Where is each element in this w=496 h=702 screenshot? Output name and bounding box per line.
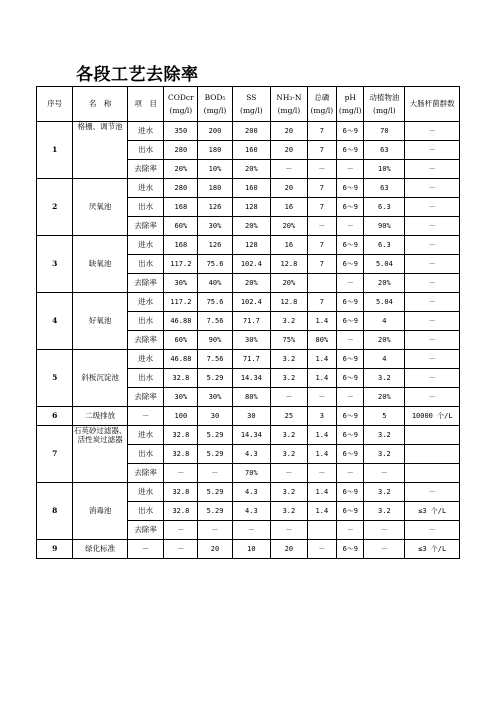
table-cell: 20% (232, 274, 271, 293)
row-item: 去除率 (127, 464, 163, 483)
table-cell: 3.2 (271, 426, 307, 445)
header-seq: 序号 (37, 87, 73, 122)
table-cell: 20% (232, 160, 271, 179)
table-cell: 7 (307, 179, 337, 198)
table-cell: － (405, 217, 460, 236)
table-cell: － (337, 160, 364, 179)
table-cell: 200 (232, 122, 271, 141)
table-cell: － (337, 274, 364, 293)
table-cell: 30% (198, 388, 232, 407)
table-row (37, 483, 460, 502)
table-cell: 1.4 (307, 369, 337, 388)
table-cell: 46.88 (164, 350, 198, 369)
table-cell: 1.4 (307, 445, 337, 464)
row-seq: 5 (37, 350, 73, 407)
table-cell: － (405, 388, 460, 407)
table-cell: 128 (232, 198, 271, 217)
table-cell: 5.29 (198, 369, 232, 388)
table-cell: － (337, 217, 364, 236)
table-cell: 117.2 (164, 293, 198, 312)
table-cell: 6～9 (337, 350, 364, 369)
row-item: 去除率 (127, 331, 163, 350)
table-cell: 32.8 (164, 502, 198, 521)
table-cell: 160 (232, 179, 271, 198)
table-cell: 80% (307, 331, 337, 350)
table-cell: 16 (271, 198, 307, 217)
table-cell: 46.88 (164, 312, 198, 331)
table-cell: 3 (307, 407, 337, 426)
table-cell: 6～9 (337, 312, 364, 331)
row-seq: 1 (37, 122, 73, 179)
table-cell (307, 521, 337, 540)
table-cell: － (307, 217, 337, 236)
table-cell: 1.4 (307, 350, 337, 369)
table-cell: 70% (232, 464, 271, 483)
table-cell: 20 (271, 179, 307, 198)
table-cell: 10% (198, 160, 232, 179)
table-cell (405, 464, 460, 483)
table-cell: － (307, 388, 337, 407)
row-process-name: 斜板沉淀池 (73, 350, 128, 407)
row-process-name: 绿化标准 (73, 540, 128, 559)
row-seq: 4 (37, 293, 73, 350)
table-cell: 14.34 (232, 426, 271, 445)
table-cell: － (405, 141, 460, 160)
table-cell: － (405, 255, 460, 274)
table-cell: 6～9 (337, 122, 364, 141)
table-cell: － (405, 350, 460, 369)
table-cell: 1.4 (307, 502, 337, 521)
table-cell: 5.04 (364, 255, 405, 274)
table-cell: 180 (198, 179, 232, 198)
row-item: 进水 (127, 350, 163, 369)
row-seq: 9 (37, 540, 73, 559)
table-cell: － (164, 464, 198, 483)
table-row (37, 407, 460, 426)
table-cell: 4.3 (232, 445, 271, 464)
table-cell: 16 (271, 236, 307, 255)
table-cell: 20% (271, 217, 307, 236)
table-cell: 3.2 (271, 369, 307, 388)
table-cell: ≤3 个/L (405, 540, 460, 559)
table-cell: － (405, 483, 460, 502)
table-cell: － (232, 521, 271, 540)
table-cell: 25 (271, 407, 307, 426)
table-cell (307, 274, 337, 293)
table-cell: 5.29 (198, 502, 232, 521)
table-row (37, 122, 460, 141)
table-cell: － (405, 236, 460, 255)
table-cell: － (405, 312, 460, 331)
table-cell: 75.6 (198, 293, 232, 312)
header-ph: pH (mg/l) (337, 87, 364, 122)
table-cell: 3.2 (364, 502, 405, 521)
table-cell: 30% (198, 217, 232, 236)
row-item: 出水 (127, 445, 163, 464)
row-item: 去除率 (127, 274, 163, 293)
table-cell: 4 (364, 312, 405, 331)
table-cell: 280 (164, 179, 198, 198)
header-ecoli: 大肠杆菌群数 (405, 87, 460, 122)
header-nh3: NH₃-N (mg/l) (271, 87, 307, 122)
table-cell: － (364, 540, 405, 559)
table-cell: 128 (232, 236, 271, 255)
table-cell: 71.7 (232, 312, 271, 331)
table-cell: 6～9 (337, 179, 364, 198)
table-cell: 30% (232, 331, 271, 350)
table-cell: 180 (198, 141, 232, 160)
table-cell: － (307, 160, 337, 179)
table-cell: － (164, 521, 198, 540)
row-item: 进水 (127, 483, 163, 502)
header-oil: 动植物油 (mg/l) (364, 87, 405, 122)
table-cell: 7.56 (198, 312, 232, 331)
table-row (37, 426, 460, 445)
row-process-name: 好氧池 (73, 293, 128, 350)
table-cell: － (405, 331, 460, 350)
table-cell: 5.29 (198, 483, 232, 502)
table-cell: 10 (232, 540, 271, 559)
table-cell: － (405, 293, 460, 312)
table-cell: 1.4 (307, 426, 337, 445)
table-cell: 75% (271, 331, 307, 350)
table-cell: 12.8 (271, 293, 307, 312)
table-cell: － (405, 521, 460, 540)
table-cell: － (337, 521, 364, 540)
row-item: 去除率 (127, 388, 163, 407)
table-cell: － (164, 540, 198, 559)
table-cell: 5 (364, 407, 405, 426)
table-cell (405, 445, 460, 464)
table-cell: － (337, 464, 364, 483)
row-process-name: 缺氧池 (73, 236, 128, 293)
table-cell: － (198, 521, 232, 540)
table-cell: 6～9 (337, 255, 364, 274)
table-cell: 3.2 (364, 445, 405, 464)
header-bod: BOD₅ (mg/l) (198, 87, 232, 122)
table-cell: 1.4 (307, 312, 337, 331)
table-cell: 6～9 (337, 198, 364, 217)
table-cell: 3.2 (364, 483, 405, 502)
row-item: 出水 (127, 255, 163, 274)
table-cell: 168 (164, 236, 198, 255)
table-cell: 117.2 (164, 255, 198, 274)
table-cell: 4 (364, 350, 405, 369)
header-name: 名 称 (73, 87, 128, 122)
table-cell: 20% (164, 160, 198, 179)
table-cell: 5.04 (364, 293, 405, 312)
table-cell: 168 (164, 198, 198, 217)
table-cell: － (405, 274, 460, 293)
table-cell: 280 (164, 141, 198, 160)
table-cell: － (364, 521, 405, 540)
table-cell: 60% (164, 331, 198, 350)
table-cell: 20 (271, 141, 307, 160)
table-cell: － (307, 464, 337, 483)
table-cell: 7 (307, 122, 337, 141)
table-cell: － (271, 464, 307, 483)
row-process-name: 二级排放 (73, 407, 128, 426)
table-cell: 60% (164, 217, 198, 236)
table-cell: － (337, 331, 364, 350)
table-cell: 6～9 (337, 407, 364, 426)
header-item: 项 目 (127, 87, 163, 122)
table-cell: 3.2 (271, 445, 307, 464)
table-cell: 6～9 (337, 445, 364, 464)
row-item: 去除率 (127, 217, 163, 236)
table-cell: 200 (198, 122, 232, 141)
table-cell: 3.2 (271, 350, 307, 369)
table-cell: － (198, 464, 232, 483)
table-cell: 10000 个/L (405, 407, 460, 426)
table-cell: 3.2 (364, 369, 405, 388)
table-cell: 40% (198, 274, 232, 293)
table-cell (405, 426, 460, 445)
table-cell: 30 (232, 407, 271, 426)
table-row (37, 179, 460, 198)
table-cell: 14.34 (232, 369, 271, 388)
table-cell: 100 (164, 407, 198, 426)
table-cell: ≤3 个/L (405, 502, 460, 521)
table-cell: 126 (198, 236, 232, 255)
row-item: 出水 (127, 141, 163, 160)
table-cell: 71.7 (232, 350, 271, 369)
table-cell: － (405, 179, 460, 198)
table-cell: 5.29 (198, 445, 232, 464)
header-tp: 总磷 (mg/l) (307, 87, 337, 122)
table-cell: 30% (164, 388, 198, 407)
table-cell: 3.2 (271, 312, 307, 331)
table-cell: 63 (364, 179, 405, 198)
table-cell: 4.3 (232, 483, 271, 502)
header-cod: CODcr (mg/l) (164, 87, 198, 122)
table-cell: 6.3 (364, 236, 405, 255)
table-cell: 20% (364, 274, 405, 293)
table-cell: 7 (307, 255, 337, 274)
row-seq: 7 (37, 426, 73, 483)
table-cell: 20% (364, 331, 405, 350)
table-row (37, 350, 460, 369)
table-cell: － (337, 388, 364, 407)
table-cell: － (405, 122, 460, 141)
table-cell: 20 (271, 540, 307, 559)
table-cell: 5.29 (198, 426, 232, 445)
table-cell: 102.4 (232, 293, 271, 312)
table-row (37, 540, 460, 559)
table-cell: － (271, 521, 307, 540)
row-item: 去除率 (127, 521, 163, 540)
row-item: － (127, 540, 163, 559)
row-seq: 6 (37, 407, 73, 426)
table-cell: 7 (307, 141, 337, 160)
table-cell: 6～9 (337, 483, 364, 502)
table-cell: － (405, 160, 460, 179)
row-process-name: 格栅、调节池 (73, 122, 128, 179)
table-cell: 3.2 (271, 502, 307, 521)
table-cell: 7 (307, 293, 337, 312)
table-cell: 160 (232, 141, 271, 160)
table-cell: 90% (364, 217, 405, 236)
table-cell: 80% (232, 388, 271, 407)
table-cell: 70 (364, 122, 405, 141)
table-cell: 102.4 (232, 255, 271, 274)
table-cell: 3.2 (364, 426, 405, 445)
table-cell: 126 (198, 198, 232, 217)
table-cell: 6～9 (337, 369, 364, 388)
row-seq: 8 (37, 483, 73, 540)
table-cell: 1.4 (307, 483, 337, 502)
row-process-name: 消毒池 (73, 483, 128, 540)
table-cell: 30% (164, 274, 198, 293)
table-cell: 20% (232, 217, 271, 236)
table-cell: － (271, 160, 307, 179)
table-cell: 7 (307, 236, 337, 255)
row-seq: 3 (37, 236, 73, 293)
table-cell: 10% (364, 160, 405, 179)
table-cell: 7 (307, 198, 337, 217)
table-cell: － (405, 369, 460, 388)
table-cell: 6～9 (337, 540, 364, 559)
table-cell: 7.56 (198, 350, 232, 369)
table-cell: 3.2 (271, 483, 307, 502)
row-process-name: 石英砂过滤器、活性炭过滤器 (73, 426, 128, 483)
table-cell: 350 (164, 122, 198, 141)
row-item: 出水 (127, 312, 163, 331)
removal-rate-table (36, 86, 460, 559)
table-cell: 32.8 (164, 426, 198, 445)
row-item: 进水 (127, 426, 163, 445)
row-item: 出水 (127, 198, 163, 217)
table-cell: － (364, 464, 405, 483)
header-row (37, 87, 460, 122)
table-cell: － (405, 198, 460, 217)
row-seq: 2 (37, 179, 73, 236)
page-title: 各段工艺去除率 (76, 65, 199, 85)
row-process-name: 厌氧池 (73, 179, 128, 236)
table-cell: 6～9 (337, 426, 364, 445)
table-cell: 32.8 (164, 483, 198, 502)
row-item: 进水 (127, 293, 163, 312)
row-item: 出水 (127, 502, 163, 521)
table-cell: 20% (271, 274, 307, 293)
table-cell: 12.8 (271, 255, 307, 274)
row-item: 进水 (127, 179, 163, 198)
table-row (37, 236, 460, 255)
table-cell: 20% (364, 388, 405, 407)
table-row (37, 293, 460, 312)
table-cell: － (271, 388, 307, 407)
table-cell: 4.3 (232, 502, 271, 521)
table-cell: 20 (271, 122, 307, 141)
table-cell: 6～9 (337, 502, 364, 521)
table-cell: 63 (364, 141, 405, 160)
table-cell: － (307, 540, 337, 559)
table-cell: 6.3 (364, 198, 405, 217)
header-ss: SS (mg/l) (232, 87, 271, 122)
table-cell: 90% (198, 331, 232, 350)
table-cell: 32.8 (164, 369, 198, 388)
table-cell: 75.6 (198, 255, 232, 274)
row-item: － (127, 407, 163, 426)
table-cell: 6～9 (337, 293, 364, 312)
table-cell: 32.8 (164, 445, 198, 464)
row-item: 进水 (127, 236, 163, 255)
table-cell: 30 (198, 407, 232, 426)
table-cell: 20 (198, 540, 232, 559)
row-item: 进水 (127, 122, 163, 141)
table-cell: 6～9 (337, 141, 364, 160)
table-cell: 6～9 (337, 236, 364, 255)
row-item: 去除率 (127, 160, 163, 179)
row-item: 出水 (127, 369, 163, 388)
